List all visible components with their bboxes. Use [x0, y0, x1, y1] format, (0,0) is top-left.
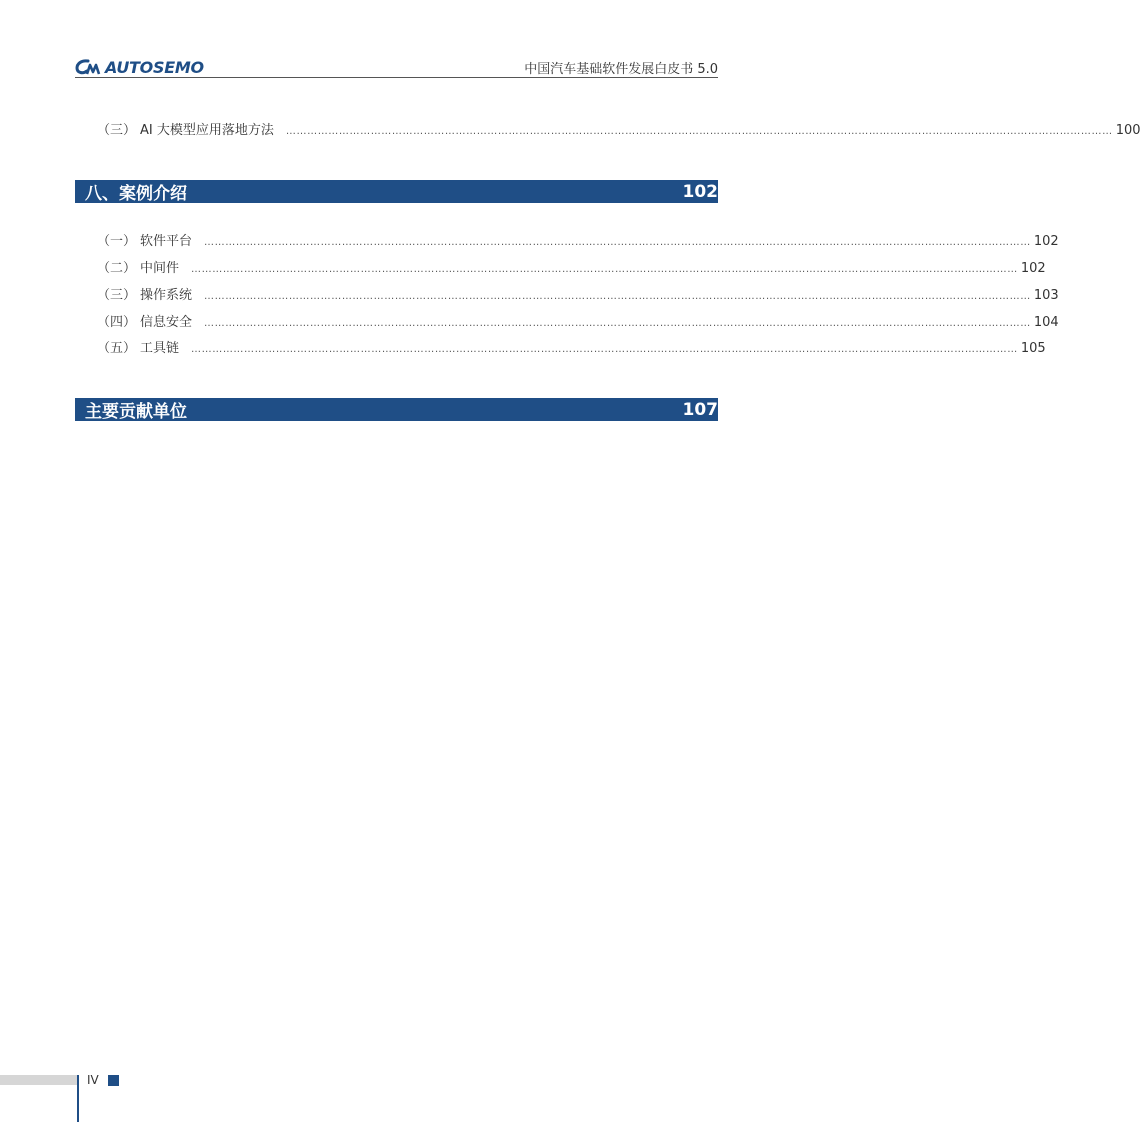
- section-title: 八、案例介绍: [85, 184, 187, 204]
- toc-entry-label: （三）: [97, 123, 137, 138]
- toc-entry-information-security[interactable]: [97, 311, 1059, 331]
- toc-entry-label: （二）: [97, 261, 137, 276]
- dot-leader: ………………………………………………………………………………………………………………………………………………………………………………………………………………: [285, 126, 1113, 137]
- toc-entry-title: 软件平台: [140, 234, 193, 249]
- toc-entry-title: 中间件: [140, 261, 180, 276]
- footer-square-icon: [108, 1075, 119, 1086]
- section-title: 主要贡献单位: [85, 402, 187, 422]
- toc-entry-page: 100: [1115, 123, 1141, 138]
- toc-entry-title: 工具链: [140, 341, 180, 356]
- toc-entry-page: 104: [1033, 315, 1059, 330]
- logo-text: AUTOSEMO: [105, 57, 204, 77]
- section-page: 102: [682, 181, 718, 202]
- toc-entry-label: （三）: [97, 288, 137, 303]
- toc-entry-label: （五）: [97, 341, 137, 356]
- toc-entry-page: 102: [1033, 234, 1059, 249]
- toc-entry-toolchain[interactable]: [97, 337, 1046, 357]
- dot-leader: ………………………………………………………………………………………………………………………………………………………………………………………………………………: [204, 291, 1031, 302]
- footer-gray-bar: [0, 1075, 77, 1085]
- autosemo-logo: [75, 56, 204, 78]
- section-page: 107: [682, 399, 718, 420]
- toc-entry-page: 102: [1020, 261, 1046, 276]
- page-number: IV: [87, 1073, 99, 1087]
- toc-entry-software-platform[interactable]: [97, 230, 1059, 250]
- toc-entry-title: AI 大模型应用落地方法: [140, 123, 274, 138]
- toc-entry-ai-model[interactable]: [97, 119, 1141, 139]
- section-heading-case-studies[interactable]: [75, 180, 718, 203]
- toc-entry-page: 103: [1033, 288, 1059, 303]
- dot-leader: ………………………………………………………………………………………………………………………………………………………………………………………………………………: [191, 264, 1018, 275]
- toc-entry-label: （四）: [97, 315, 137, 330]
- toc-entry-page: 105: [1020, 341, 1046, 356]
- dot-leader: ………………………………………………………………………………………………………………………………………………………………………………………………………………: [204, 318, 1031, 329]
- toc-entry-title: 信息安全: [140, 315, 193, 330]
- toc-entry-title: 操作系统: [140, 288, 193, 303]
- footer-vertical-rule: [77, 1075, 79, 1122]
- dot-leader: ………………………………………………………………………………………………………………………………………………………………………………………………………………: [204, 237, 1031, 248]
- cm-logo-icon: [75, 57, 103, 77]
- header-divider: [75, 77, 718, 78]
- document-title: 中国汽车基础软件发展白皮书 5.0: [524, 62, 718, 77]
- dot-leader: ………………………………………………………………………………………………………………………………………………………………………………………………………………: [191, 344, 1018, 355]
- toc-entry-label: （一）: [97, 234, 137, 249]
- section-heading-contributors[interactable]: [75, 398, 718, 421]
- toc-entry-middleware[interactable]: [97, 257, 1046, 277]
- toc-entry-operating-system[interactable]: [97, 284, 1059, 304]
